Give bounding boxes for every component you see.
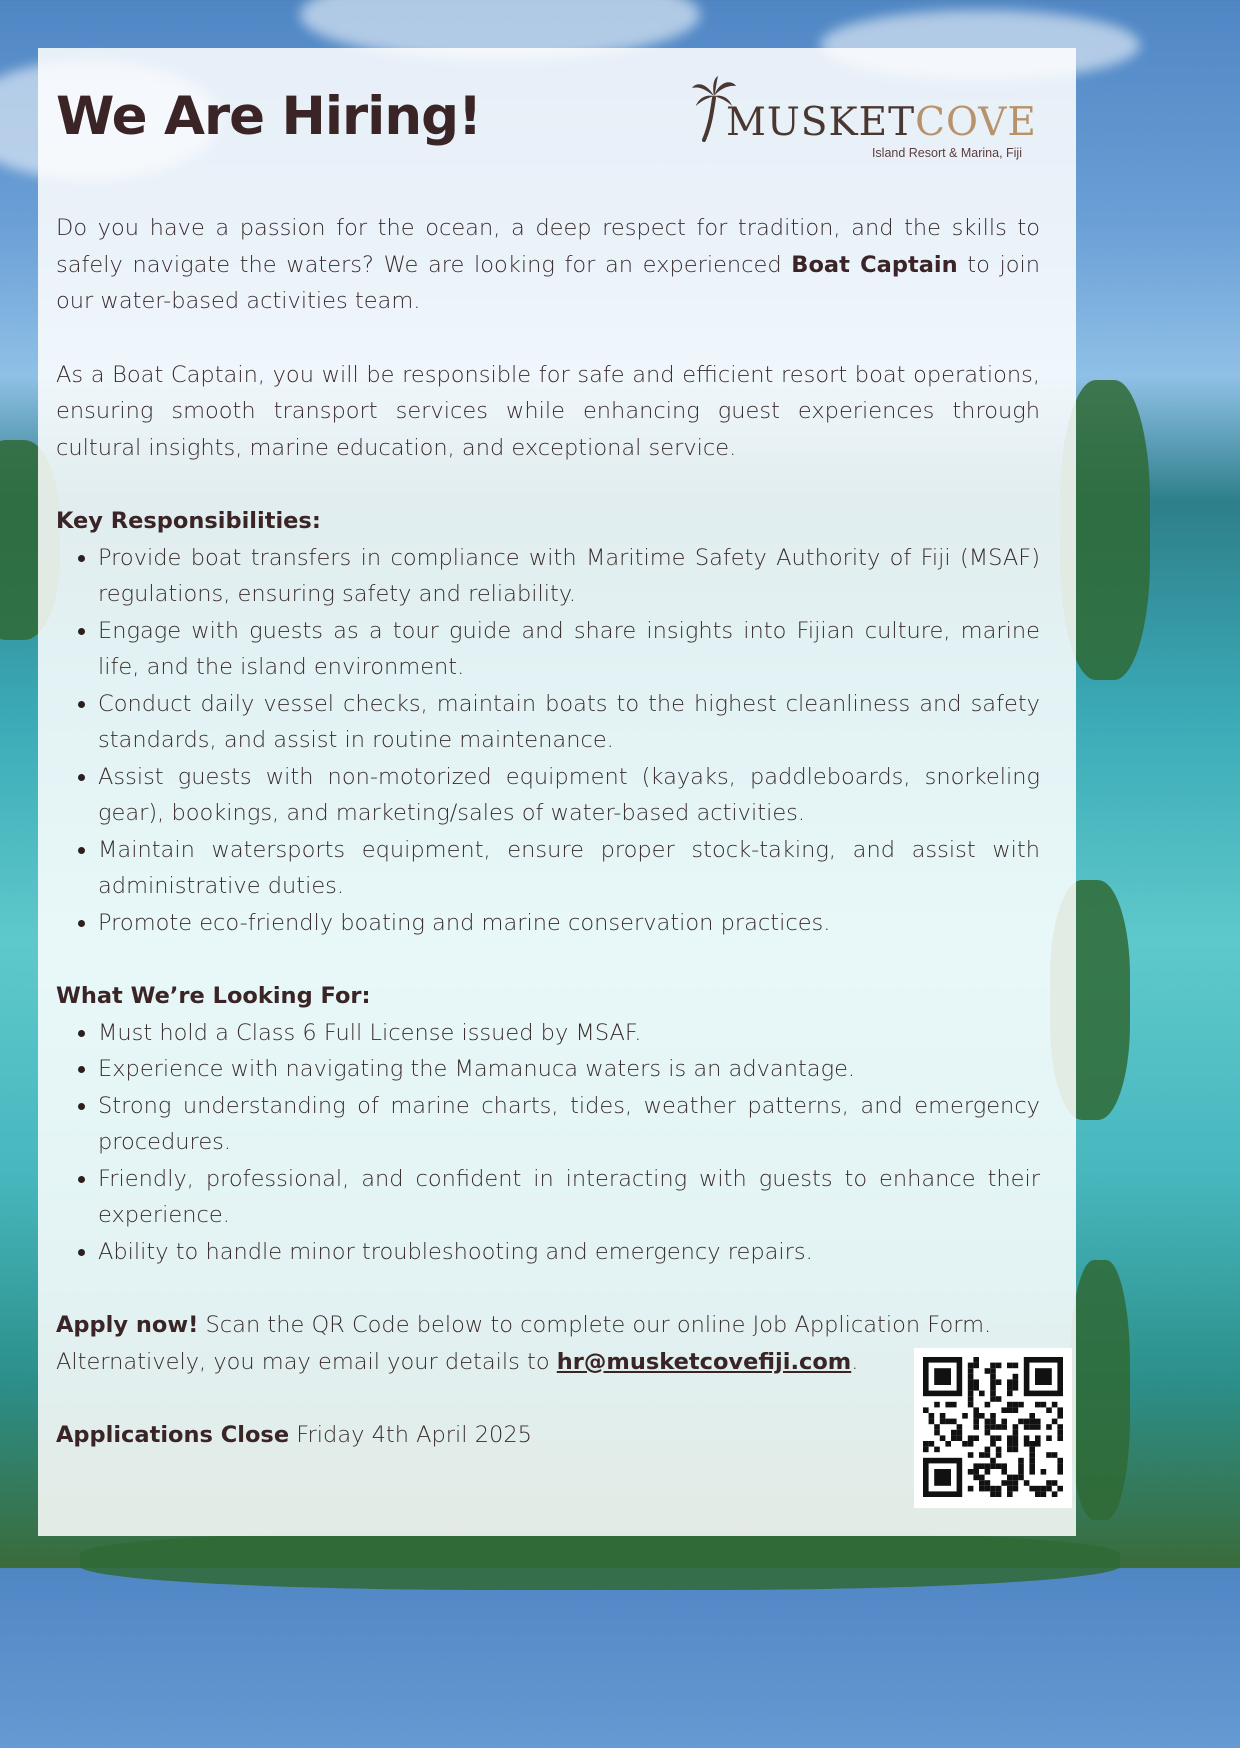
requirements-list xyxy=(56,1015,1040,1271)
list-item: • Conduct daily vessel checks, maintain boats to the highest cleanliness and safety standards, and assist in routine maintenance. xyxy=(98,686,1040,759)
list-item: • Strong understanding of marine charts, tides, weather patterns, and emergency procedures. xyxy=(98,1088,1040,1161)
list-item: • Assist guests with non-motorized equipment (kayaks, paddleboards, snorkeling gear), bookings, and marketing/sales of water-based activities. xyxy=(98,759,1040,832)
responsibilities-list xyxy=(56,540,1040,942)
responsibilities-heading: Key Responsibilities: xyxy=(56,508,321,534)
job-description xyxy=(56,210,1040,1454)
list-item: • Ability to handle minor troubleshooting and emergency repairs. xyxy=(98,1234,1040,1271)
list-item: • Must hold a Class 6 Full License issued by MSAF. xyxy=(98,1015,1040,1052)
logo-wordmark: MUSKETCOVE xyxy=(726,100,1037,145)
closing-date xyxy=(56,1417,1040,1454)
list-item: • Friendly, professional, and confident in interacting with guests to enhance their experience. xyxy=(98,1161,1040,1234)
intro-paragraph: Do you have a passion for the ocean, a deep respect for tradition, and the skills to safely navigate the waters? We are looking for an experienced Boat Captain to join our water-based activities team. xyxy=(56,215,1040,314)
requirements-heading: What We’re Looking For: xyxy=(56,983,371,1009)
list-item: • Engage with guests as a tour guide and share insights into Fijian culture, marine life, and the island environment. xyxy=(98,613,1040,686)
list-item: • Maintain watersports equipment, ensure proper stock-taking, and assist with administrative duties. xyxy=(98,832,1040,905)
logo-tagline: Island Resort & Marina, Fiji xyxy=(871,146,1022,160)
list-item: • Experience with navigating the Mamanuca waters is an advantage. xyxy=(98,1051,1040,1088)
qr-code-icon[interactable] xyxy=(914,1348,1072,1508)
closing-label: Applications Close xyxy=(56,1422,290,1448)
page-title: We Are Hiring! xyxy=(56,86,482,147)
qr-code-graphic xyxy=(914,1348,1072,1508)
email-link[interactable]: hr@musketcovefiji.com xyxy=(556,1348,852,1375)
role-title: Boat Captain xyxy=(791,251,958,278)
list-item: • Provide boat transfers in compliance with Maritime Safety Authority of Fiji (MSAF) regulations, ensuring safety and reliability. xyxy=(98,540,1040,613)
closing-date-value: Friday 4th April 2025 xyxy=(289,1422,532,1448)
summary-paragraph: As a Boat Captain, you will be responsible for safe and efficient resort boat operations, ensuring smooth transport services while enhancing guest experiences through cultural insights, marine education, and exceptional service. xyxy=(56,361,1040,461)
apply-instructions: Apply now! Scan the QR Code below to complete our online Job Application Form. Alternatively, you may email your details to hr@musketcovefiji.com. xyxy=(56,1312,992,1375)
list-item: • Promote eco-friendly boating and marine conservation practices. xyxy=(98,905,1040,942)
apply-lead: Apply now! xyxy=(56,1312,199,1338)
brand-logo xyxy=(690,76,1037,166)
